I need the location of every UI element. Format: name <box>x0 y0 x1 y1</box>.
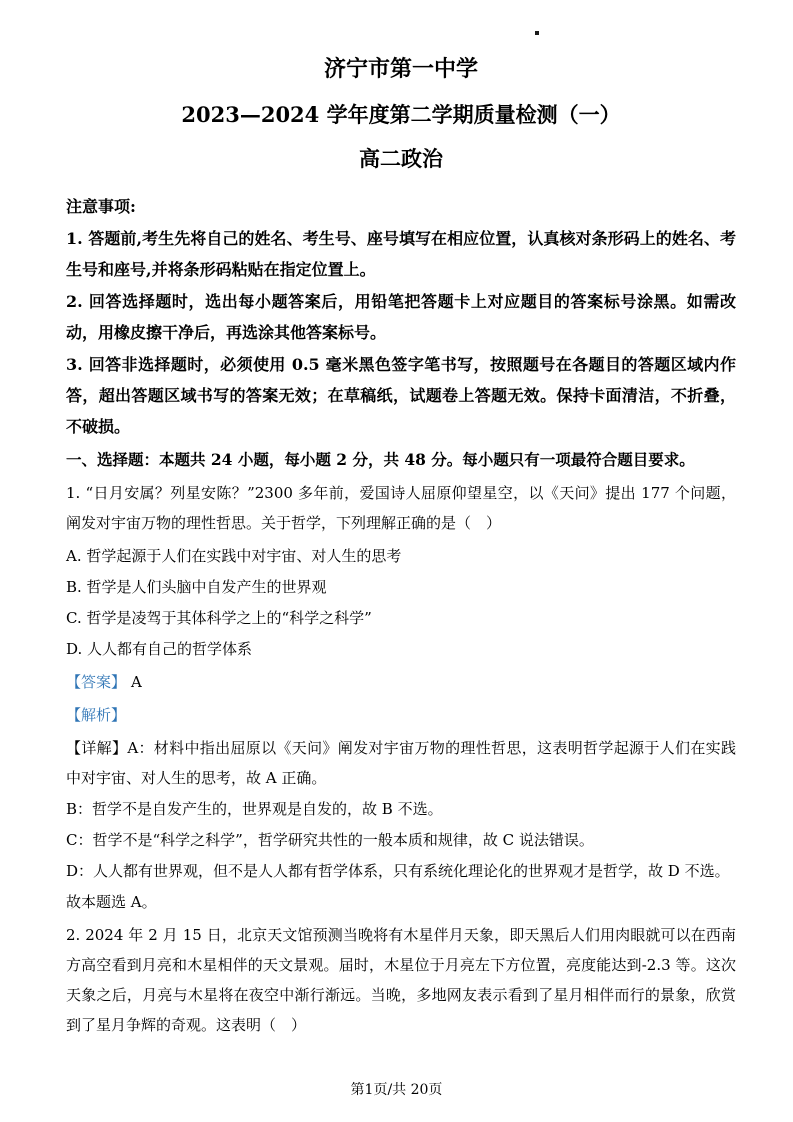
question-1-stem: 1. “日月安属？列星安陈？”2300 多年前，爱国诗人屈原仰望星空，以《天问》提出 177 个问题，阐发对宇宙万物的理性哲思。关于哲学，下列理解正确的是（ ） <box>66 484 736 532</box>
section-title-choice: 一、选择题：本题共 24 小题，每小题 2 分，共 48 分。每小题只有一项最符合题目要求。 <box>66 450 695 469</box>
school-title: 济宁市第一中学 <box>323 56 478 82</box>
page-content <box>0 57 793 1040</box>
notice-item-2: 2. 回答选择题时，选出每小题答案后，用铅笔把答题卡上对应题目的答案标号涂黑。如需改动，用橡皮擦干净后，再选涂其他答案标号。 <box>66 292 736 342</box>
exam-title: 2023—2024 学年度第二学期质量检测（一） <box>181 102 621 127</box>
question-1-analysis-line <box>66 700 736 730</box>
notice-item-1: 1. 答题前,考生先将自己的姓名、考生号、座号填写在相应位置，认真核对条形码上的姓名、考生号和座号,并将条形码粘贴在指定位置上。 <box>66 229 736 279</box>
stray-dot-mark <box>535 31 539 35</box>
page-footer: 第1页/共 20页 <box>350 1082 443 1098</box>
subject-title: 高二政治 <box>359 146 443 171</box>
question-1-option-b: B. 哲学是人们头脑中自发产生的世界观 <box>66 578 327 596</box>
question-1-detail-conclusion: 故本题选 A。 <box>66 893 157 911</box>
question-1-option-c: C. 哲学是凌驾于其体科学之上的“科学之科学” <box>66 609 372 627</box>
answer-label: 【答案】 <box>66 673 127 691</box>
analysis-label: 【解析】 <box>66 706 127 724</box>
notice-item-3: 3. 回答非选择题时，必须使用 0.5 毫米黑色签字笔书写，按照题号在各题目的答题区域内作答，超出答题区域书写的答案无效；在草稿纸，试题卷上答题无效。保持卡面清洁，不折叠，不破损。 <box>66 355 736 436</box>
question-2-stem: 2. 2024 年 2 月 15 日，北京天文馆预测当晚将有木星伴月天象，即天黑后人们用肉眼就可以在西南方高空看到月亮和木星相伴的天文景观。届时，木星位于月亮左下方位置，亮度能达到-2.3 等。这次天象之后，月亮与木星将在夜空中渐行渐远。当晚，多地网友表示看到了星月相伴而行的景象，欣赏到了星月争辉的奇观。这表明（ ） <box>66 926 736 1034</box>
answer-value: A <box>131 673 142 691</box>
question-1-detail-a: 【详解】A：材料中指出屈原以《天问》阐发对宇宙万物的理性哲思，这表明哲学起源于人们在实践中对宇宙、对人生的思考，故 A 正确。 <box>66 739 736 787</box>
question-1-answer-line <box>66 667 736 697</box>
question-1-option-a: A. 哲学起源于人们在实践中对宇宙、对人生的思考 <box>66 547 402 565</box>
question-1-option-d: D. 人人都有自己的哲学体系 <box>66 640 253 658</box>
question-1-detail-b: B：哲学不是自发产生的，世界观是自发的，故 B 不选。 <box>66 800 443 818</box>
question-1-detail-d: D：人人都有世界观，但不是人人都有哲学体系，只有系统化理论化的世界观才是哲学，故 D 不选。 <box>66 862 730 880</box>
notices-title: 注意事项: <box>66 197 136 216</box>
question-1-detail-c: C：哲学不是“科学之科学”，哲学研究共性的一般本质和规律，故 C 说法错误。 <box>66 831 594 849</box>
